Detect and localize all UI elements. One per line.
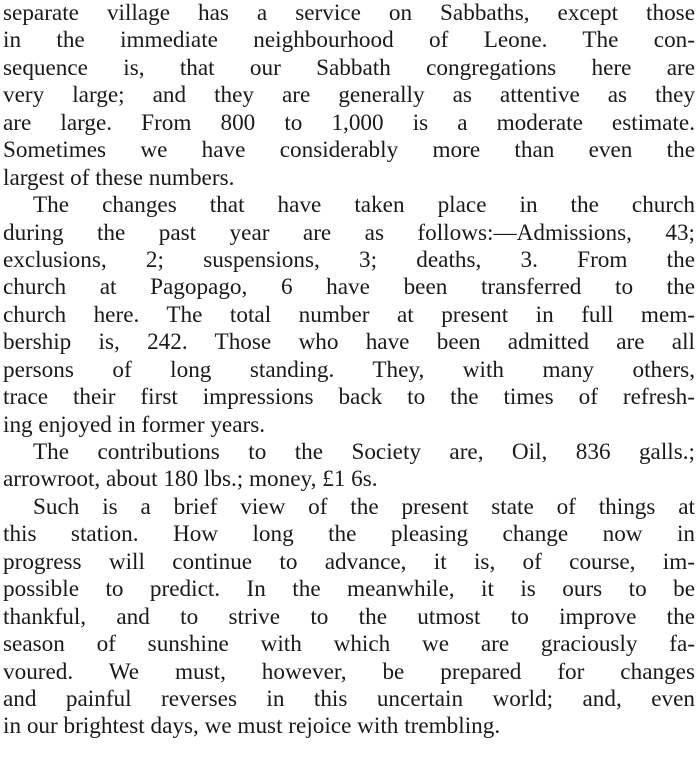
text-line: season of sunshine with which we are graciously fa- xyxy=(3,631,695,658)
paragraph xyxy=(3,0,695,192)
text-line: church here. The total number at present in full mem- xyxy=(3,301,695,328)
text-line: thankful, and to strive to the utmost to improve the xyxy=(3,603,695,630)
text-line: possible to predict. In the meanwhile, it is ours to be xyxy=(3,576,695,603)
text-line: bership is, 242. Those who have been admitted are all xyxy=(3,329,695,356)
text-line: in our brightest days, we must rejoice with trembling. xyxy=(3,713,501,740)
text-line: very large; and they are generally as attentive as they xyxy=(3,82,695,109)
text-line: in the immediate neighbourhood of Leone. The con- xyxy=(3,27,695,54)
paragraph xyxy=(3,494,695,741)
text-line: largest of these numbers. xyxy=(3,164,235,191)
text-line: are large. From 800 to 1,000 is a moderate estimate. xyxy=(3,109,695,136)
body-text xyxy=(3,0,695,741)
text-line: sequence is, that our Sabbath congregations here are xyxy=(3,54,695,81)
text-line: The contributions to the Society are, Oil, 836 galls.; xyxy=(33,439,695,465)
text-line: exclusions, 2; suspensions, 3; deaths, 3. From the xyxy=(3,246,695,273)
text-line: separate village has a service on Sabbaths, except those xyxy=(3,0,695,26)
text-line: and painful reverses in this uncertain world; and, even xyxy=(3,685,695,712)
text-line: this station. How long the pleasing change now in xyxy=(3,521,695,548)
text-line: church at Pagopago, 6 have been transferred to the xyxy=(3,274,695,301)
text-line: Sometimes we have considerably more than even the xyxy=(3,137,695,164)
paragraph xyxy=(3,439,695,494)
text-line: ing enjoyed in former years. xyxy=(3,411,266,438)
text-line: during the past year are as follows:—Admissions, 43; xyxy=(3,219,695,246)
text-line: voured. We must, however, be prepared for changes xyxy=(3,658,695,685)
text-line: progress will continue to advance, it is, of course, im- xyxy=(3,548,695,575)
text-line: trace their first impressions back to the times of refresh- xyxy=(3,384,695,411)
text-line: persons of long standing. They, with many others, xyxy=(3,356,695,383)
paragraph xyxy=(3,192,695,439)
text-line: arrowroot, about 180 lbs.; money, £1 6s. xyxy=(3,466,378,493)
text-line: The changes that have taken place in the church xyxy=(33,192,695,219)
text-line: Such is a brief view of the present state of things at xyxy=(33,493,695,520)
